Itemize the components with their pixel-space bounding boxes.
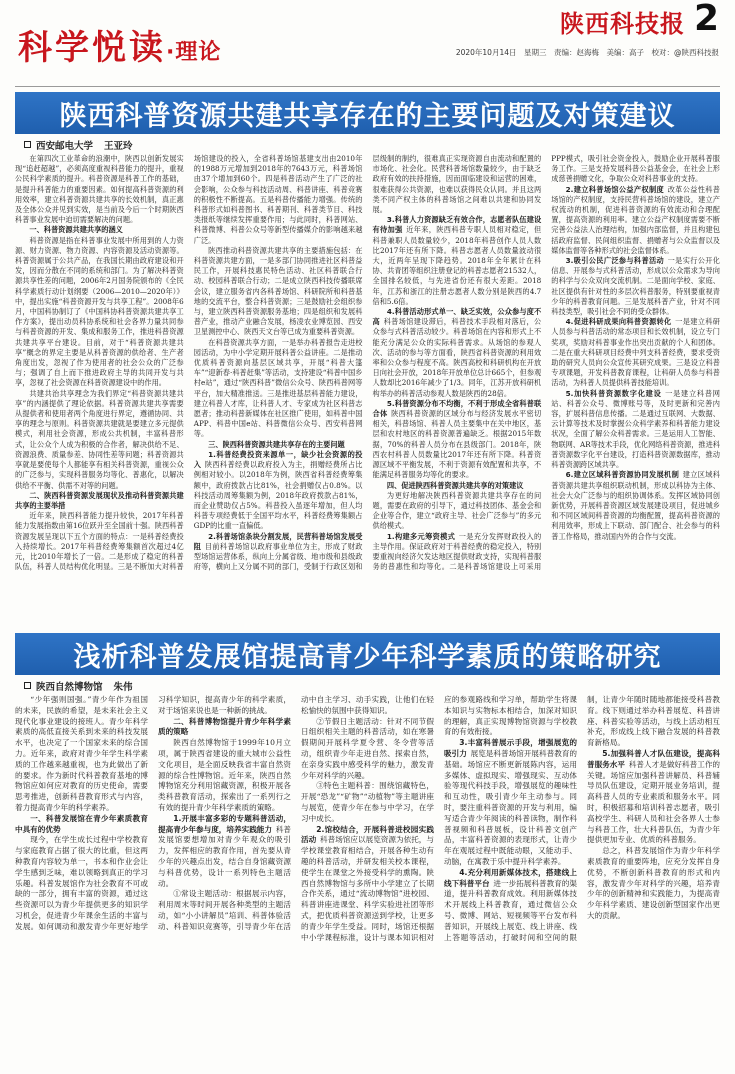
page-number: 2	[693, 0, 719, 39]
section-title	[18, 20, 221, 69]
paragraph-lead: 3.科普人力资源缺乏有效合作，志愿者队伍建设有待加强	[372, 215, 542, 235]
paragraph-lead: 3.丰富科普展示手段，增强展览的吸引力	[444, 738, 577, 758]
paragraph-text: 为更好地解决陕西科普资源共建共享存在的问题，需要在政府的引导下，通过科技团体、基金会和企业等合作，建立“政府主导、社会广泛参与”的多元供给模式。	[372, 490, 542, 531]
article2-headline-banner	[15, 633, 720, 675]
paragraph-text: 科普人才是做好科普工作的关键。场馆应加强科普讲解员、科普辅导员队伍建设，定期开展业务培训，提高科普人员的专业素质和服务水平。同时，积极招募和培训科普志愿者，吸引高校学生、科研人员和社会各界人士参与科普工作，壮大科普队伍，为青少年提供更加专业、优质的科普服务。	[587, 759, 720, 845]
paragraph-lead: 2.建立科普场馆公益产权制度	[565, 184, 665, 194]
body-paragraph	[373, 399, 542, 481]
body-paragraph	[551, 185, 720, 256]
article2-byline-org: 陕西自然博物馆	[36, 681, 103, 693]
body-paragraph	[551, 256, 720, 317]
paragraph-lead: 5.加快科普资源数字化建设	[565, 388, 662, 398]
article2-headline: 浅析科普发展馆提高青少年科学素质的策略研究	[73, 641, 662, 673]
article1-byline-org: 西安邮电大学	[36, 140, 94, 152]
paragraph-text: 科普资源是指在科普事业发展中所用到的人力资源、财力资源、物力资源、内容资源及活动资源等。科普资源属于公共产品，在我国长期由政府建设和开发，因而分散在不同的系统和部门。为了解决科普资源共享性差的问题，2006年2月国务院颁布的《全民科学素质行动计划纲要（2006—2010—2020年）》中，提出实施“科普资源开发与共享工程”。2008年6月，中国科协制订了《中国科协科普资源共建共享工作方案》，提出动员科协系统和社会各界力量共同参与科普资源的开发、集成和服务工作，推进科普资源共建共享平台建设。目前，对于“科普资源共建共享”概念的界定主要是从科普资源的供给者、生产者角度出发，忽视了作为使用者的社会公众的广泛参与；强调了自上而下推进政府主导的共同开发与共享，忽视了社会资源在科普资源建设中的作用。	[15, 235, 184, 388]
paragraph-text: 陕西科普经费以政府投入为主，捐赠经费所占比例相对较小。以2018年为例，陕西省科普经费筹集额中，政府拨款占比81%，社会捐赠仅占0.8%。以科技活动周筹集额为例，2018年政府拨款占81%，而企业赞助仅占5%。科普投入虽逐年增加，但人均科普专项经费低于全国平均水平，科普经费筹集额占GDP的比重一直偏低。	[193, 460, 363, 531]
date-editor-line: 2020年10月14日 星期三 责编：赵海梅 美编：高子 校对：@陕西科技报	[455, 48, 719, 57]
section-heading: 一、科普发展馆在青少年素质教育中具有的优势	[15, 813, 148, 834]
body-paragraph	[373, 491, 542, 532]
paragraph-text: 目前科普场馆以政府事业单位为主，形成了财政型场馆运营体系，纵向上分属省级、地市级和县级政府等，横向上又分属不同的部门，受制于行政区划和层级制的制约，很难真正实现资源自由流动和配置的市场化、社会化。民营科普场馆数量较少，由于缺乏政府有效的扶持措施，因而面临建设和运营的困难，很难获得公共资源，也难以获得民众认同。并且这两类不同产权主体的科普场馆之间难以共建和协同发展。	[193, 154, 542, 572]
paper-name-logo: 陕西科技报	[560, 9, 685, 38]
body-paragraph	[587, 749, 720, 846]
article1-byline-author: 王亚玲	[104, 140, 133, 152]
paragraph-text: 一是建立科研人员参与科普活动的常态项目和长效机制，设立专门奖项，奖励对科普事业作出突出贡献的个人和团体。二是在重大科研项目经费中列支科普经费，要求受资助的研究人员向公众宣传其研究成果。三是设立科普专项课题，开发科普教育课程，让科研人员参与科普活动，为科普人员提供科普技能培训。	[551, 317, 720, 388]
body-paragraph	[15, 154, 184, 225]
paragraph-text: 在第四次工业革命的浪潮中，陕西以创新发展实现“追赶超越”，必须高度重视科普能力的提升，重视公民科学素质的提升。科普资源是科普工作的基础，是提升科普能力的重要因素。如何提高科普资源的利用效率，建立科普资源共建共享的长效机制，真正惠及全体公众并见到实效，是当前及今后一个时期陕西科普事业发展中迫切需要解决的问题。	[15, 154, 184, 225]
article2-byline-author: 朱伟	[113, 681, 133, 693]
body-paragraph	[373, 215, 542, 307]
paragraph-lead: 1.科普经费投资来源单一，缺少社会资源的投入	[193, 449, 363, 470]
section-heading: 四、促进陕西科普资源共建共享的对策建议	[386, 480, 524, 490]
body-paragraph	[158, 814, 291, 890]
paragraph-text: 共建共治共享理念为我们界定“科普资源共建共享”的内涵提供了理论依据。科普资源共建共享需要从提供者和使用者两个角度进行界定，遵循协同、共享的理念与原则。科普资源共建就是要建立多元提供模式，利用社会资源，形成公共机制，丰富科普形式，让公众个人成为积极的合作者，解决供给不足、资源浪费、质量参差、协同性差等问题；科普资源共享就是要使每个人都能享有相关科普资源，重视公众的广泛参与，实现科普服务均等化、普惠化，以解决供给不平衡、供需不对等的问题。	[15, 388, 184, 490]
paragraph-text: 近年来，陕西科普专职人员相对稳定，但科普兼职人员数量较少，2018年科普创作人员人数比2017年还有所下降。科普志愿者人员数量波动很大，近两年呈现下降趋势。2018年全年累计在科协、共青团等组织注册登记的科普志愿者21532人，全国排名较低，与先进省份还有很大差距。2018年，江苏和浙江的注册志愿者人数分别是陕西的4.7倍和5.6倍。	[372, 225, 542, 306]
body-paragraph	[301, 717, 434, 782]
paragraph-text: 陕西自然博物馆于1999年10月立项，属于陕西省建设的重大城市公益性文化项目，是全面反映我省丰富自然资源的综合性博物馆。近年来，陕西自然博物馆充分利用馆藏资源，积极开展各类科普教育活动，探索出了一系列行之有效的提升青少年科学素质的策略。	[158, 738, 291, 812]
section-title-main: 科学悦读	[18, 28, 166, 68]
section-heading: 一、科普资源共建共享的涵义	[29, 225, 123, 235]
paragraph-text: 一是实行公开化信息、开展参与式科普活动，形成以公众需求为导向的科学与公众双向交流机制。二是面向学校、家庭、社区提供有针对性的多层次科普服务，特别要重视青少年的科普教育问题。三是发展科普产业，针对不同科技类型，吸引社会不同的受众群体。	[551, 256, 720, 317]
paragraph-lead: 2.馆校结合，开展科普进校园实践活动	[301, 824, 434, 845]
paragraph-lead: 3.吸引公民广泛参与科普活动	[565, 256, 665, 266]
section-heading: 二、陕西科普资源发展现状及推动科普资源共建共享的主要举措	[15, 490, 184, 510]
paragraph-text: 近年来，陕西科普能力提升较快，2017年科普能力发展指数由第16位跃升至全国前十强。陕西科普资源发展呈现以下五个方面的特点：一是科普经费投入持续增长。2017年科普经费筹集额首次超过4亿元，比2010年增长了一倍。二是形成了稳定的科普队伍，科普人员结构优化明显。三是不断加大对科普场馆建设的投入，全省科普场馆基建支出由2010年的1988万元增加到2018年的7643万元，科普场馆由37个增加到60个。四是科普活动产生了广泛的社会影响，公众参与科技活动周、科普讲座、科普竞赛的积极性不断提高。五是科普传播能力增强。传统的科普形式如科普图书、科普期刊、科普类节目、科技类报纸等继续发挥重要作用；与此同时，科普网站、科普微博、科普公众号等新型传播媒介的影响越来越广泛。	[15, 154, 363, 572]
paragraph-text: 科普场馆建设滞后，科普技术手段相对落后，公众参与式科普活动较少。科普场馆在内容和形式上不能充分满足公众的实际科普需求。从场馆的参观人次、活动的参与等方面看，陕西省科普资源的利用效率和公众参与程度不高。陕西高校和科研机构在开放日向社会开放，2018年开放单位总计665个，但参观人数却比2016年减少了1/3。同年，江苏开放科研机构举办的科普活动参观人数是陕西的28倍。	[372, 317, 542, 398]
paragraph-text: 进一步拓展科普教育的渠道，提升科普教育成效。利用新媒体技术开展线上科普教育，通过微信公众号、微博、网站、短视频等平台发布科普知识，开展线上展览、线上讲座、线上答题等活动，打破时间和空间的限制，让青少年随时随地都能接受科普教育。线下则通过举办科普展览、科普讲座、科普实验等活动，与线上活动相互补充，形成线上线下融合发展的科普教育新格局。	[444, 695, 720, 942]
body-paragraph	[301, 781, 434, 824]
paragraph-lead: 5.加强科普人才队伍建设，提高科普服务水平	[587, 748, 720, 769]
article2-byline	[24, 679, 133, 692]
body-paragraph	[194, 338, 363, 440]
body-paragraph	[551, 470, 720, 541]
paragraph-text: ②节假日主题活动：针对不同节假日组织相关主题的科普活动，如在寒暑假期间开展科学夏令营、冬令营等活动，组织青少年走进自然、探索自然，在亲身实践中感受科学的魅力，激发青少年对科学的兴趣。	[301, 716, 434, 780]
paragraph-text: 展览是科普场馆开展科普教育的基础。场馆应不断更新展陈内容，运用多媒体、虚拟现实、增强现实、互动体验等现代科技手段，增强展览的趣味性和互动性，吸引青少年主动参与。同时，要注重科普资源的开发与利用，编写适合青少年阅读的科普读物，制作科普视频和科普展板，设计科普文创产品，丰富科普资源的表现形式，让青少年在观展过程中既能动眼，又能动手、动脑，在寓教于乐中提升科学素养。	[444, 748, 578, 866]
paragraph-text: 在科普资源共享方面，一是举办科普报告走进校园活动，为中小学定期开展科普公益讲座。二是推动优质科普资源向基层区域共享，开展“科普大篷车”“迎新春·科普赶集”等活动，支持建设“科普中国乡村e站”，通过“陕西科普”微信公众号、陕西科普网等平台，加大精准推送。三是推进基层科普能力建设，建立科普人才库，让科普人才、专家成为社区科普志愿者；推动科普新媒体在社区推广使用，如科普中国APP、科普中国e站、科普微信公众号、西安科普网等。	[193, 337, 363, 439]
paragraph-lead: 4.科普活动形式单一、缺乏实效，公众参与度不高	[372, 307, 542, 327]
paragraph-lead: 4.促进科研成果向科普资源转化	[565, 317, 672, 327]
paragraph-text: 现今，在学生成长过程中学校教育与家庭教育占据了很大的比重，但这两种教育内容较为单一，书本和作业会让学生感到乏味，难以领略到真正的学习乐趣。科普发展馆作为社会教育不可或缺的一部分，拥有丰富的资源，通过这些资源可以为青少年提供更多的知识学习机会，促进青少年课余生活的丰富与发展。如何调动和激发青少年更好地学习科学知识，提高青少年的科学素质，对于场馆来说也是一种新的挑战。	[15, 695, 291, 931]
body-paragraph	[373, 307, 542, 399]
paragraph-text: 一是充分发挥财政投入的主导作用。保证政府对于科普经费的稳定投入，特别要重视向经济欠发达地区提供财政支持，实现科普服务的普惠性和均等化。二是科普场馆建设上可采用PPP模式，吸引社会资金投入，鼓励企业开展科普服务工作。三是支持发展科普公益基金会，在社会上形成慈善捐赠文化，争取公众对科普事业的支持。	[372, 154, 720, 572]
section-heading: 二、科普博物馆提升青少年科学素质的策略	[158, 716, 291, 737]
paragraph-text: 陕西推动科普资源共建共享的主要措施包括：在科普资源共建方面，一是多部门协同推进社区科普益民工作，开展科技惠民特色活动、社区科普联合行动、校园科普联合行动；二是成立陕西科技传播联席会议，建立服务省内各科普场馆、科研院所和科普基地的交流平台，整合科普资源；三是鼓励社会组织参与，建立陕西科普资源服务基地；四是组织和发展科普产业，推动产业融合发展，杨凌农业博览园、西安卫星测控中心、陕西天文台等已成为重要科普资源。	[193, 245, 363, 337]
paragraph-text: 建立区域科普资源共建共享组织联动机制，形成以科协为主体、社会大众广泛参与的组织协调体系。发挥区域协同创新优势，开展科普资源区域发展建设项目，促进城乡和不同区域间科普资源的均衡配置，提高科普资源的利用效率，形成上下联动、部门配合、社会参与的科普工作格局，推动国内外的合作与交流。	[551, 470, 720, 541]
article1-body	[15, 154, 720, 626]
article2-body	[15, 695, 720, 1067]
paragraph-text: 总之，科普发展馆作为青少年科学素质教育的重要阵地，应充分发挥自身优势，不断创新科普教育的形式和内容，激发青少年对科学的兴趣，培养青少年的创新精神和实践能力，为提高青少年科学素质、建设创新型国家作出更大的贡献。	[587, 846, 720, 920]
article1-headline: 陕西科普资源共建共享存在的主要问题及对策建议	[59, 100, 676, 132]
article1-byline	[24, 138, 133, 151]
paragraph-lead: 4.充分利用新媒体技术，搭建线上线下科普平台	[444, 867, 577, 888]
paragraph-lead: 2.科普场馆条块分割发展，民营科普场馆发展受阻	[193, 531, 363, 551]
hollow-square-icon	[24, 141, 31, 148]
paragraph-text: ③特色主题科普：围绕馆藏特色，开展“恐龙”“矿物”“动植物”等主题讲座与展览，使青少年在参与中学习，在学习中成长。	[301, 781, 434, 823]
section-heading: 三、陕西科普资源共建共享存在的主要问题	[208, 439, 345, 449]
paragraph-lead: 6.建立区域科普资源协同发展机制	[565, 470, 680, 480]
body-paragraph	[15, 236, 184, 389]
body-paragraph	[158, 738, 291, 814]
body-paragraph	[551, 389, 720, 471]
body-paragraph	[15, 695, 148, 814]
paragraph-text: 科普场馆应以展览资源为依托，与学校课堂教育相结合，开展各种生动有趣的科普活动，并研发相关校本课程，使学生在课堂之外接受科学的熏陶。陕西自然博物馆与多所中小学建立了长期合作关系，通过“流动博物馆”进校园、科普讲座进课堂、科学实验进社团等形式，把优质科普资源送到学校，让更多的青少年学生受益。同时，场馆还根据中小学课程标准，设计与课本知识相对应的参观路线和学习单，帮助学生将课本知识与实物标本相结合，加深对知识的理解，真正实现博物馆资源与学校教育的有效衔接。	[301, 695, 577, 942]
paragraph-text: 陕西科普资源的区域分布与经济发展水平密切相关，科普场馆、科普人员主要集中在关中地区，基层和农村地区的科普资源普遍缺乏。根据2015年数据，70%的科普人员分布在县级部门。2018年，陕西农村科普人员数量比2017年还有所下降。科普资源区域不平衡发展，不利于资源有效配置和共享，不能满足科普服务均等化的要求。	[372, 409, 542, 480]
paragraph-text: 改革公益性科普场馆的产权制度，支持民营科普场馆的建设，建立产权流动的机制，促进科普资源的有效流动和合理配置，提高资源的利用率。建立公益产权制度需要不断完善公益法人治理结构，加强内部监督，并且构建包括政府监督、民间组织监督、捐赠者与公众监督以及媒体监督等各种形式的社会监督体系。	[551, 184, 720, 255]
paragraph-text: ①常设主题活动：根据展示内容，利用周末等时间开展各种类型的主题活动，如“小小讲解员”培训、科普体验活动、科普知识竞赛等，引导青少年在活动中自主学习、动手实践，让他们在轻松愉快的氛围中获得知识。	[158, 695, 434, 931]
body-paragraph	[194, 450, 363, 532]
paragraph-lead: 1.构建多元筹资模式	[386, 531, 456, 541]
section-title-sub: ·理论	[166, 40, 222, 65]
body-paragraph	[587, 846, 720, 922]
header-divider	[15, 86, 720, 87]
body-paragraph	[194, 246, 363, 338]
body-paragraph	[551, 317, 720, 388]
body-paragraph	[444, 738, 577, 868]
hollow-square-icon	[24, 682, 31, 689]
paragraph-text: 科普发展馆要想增加对青少年观众的吸引力，发挥相应的教育作用，首先要从青少年的兴趣点出发，结合自身馆藏资源与科普优势，设计一系列特色主题活动。	[158, 824, 292, 888]
article1-headline-banner	[15, 92, 720, 134]
body-paragraph	[15, 389, 184, 491]
paragraph-lead: 1.开展丰富多彩的专题科普活动，提高青少年参与度，培养实践能力	[158, 813, 291, 834]
paragraph-lead: 5.科普资源分布不均衡，不利于形成全省科普联合体	[372, 398, 542, 419]
paragraph-text: “少年强则国强。”青少年作为祖国的未来，民族的希望，是未来社会主义现代化事业建设的接班人。青少年科学素质的高低直接关系到未来的科技发展水平，也决定了一个国家未来的综合国力。近年来，政府对青少年学生科学素质的工作越来越重视，也为此做出了新的要求。作为新时代科普教育基地的博物馆应如何应对教育的历史使命，需要思考推进，创新科普教育形式与内容，着力提高青少年的科学素养。	[15, 695, 148, 812]
paragraph-text: 一是建立科普网站、科普公众号、微博账号等，及时更新和完善内容，扩展科普信息传播。二是通过互联网、大数据、云计算等技术及时掌握公众科学素养和科普能力建设状况，全面了解公众科普需求。三是运用人工智能、物联网、AR等技术手段，优化网络科普资源，推进科普资源数字化平台建设，打造科普资源数据库，推动科普资源跨区域共享。	[551, 388, 720, 470]
